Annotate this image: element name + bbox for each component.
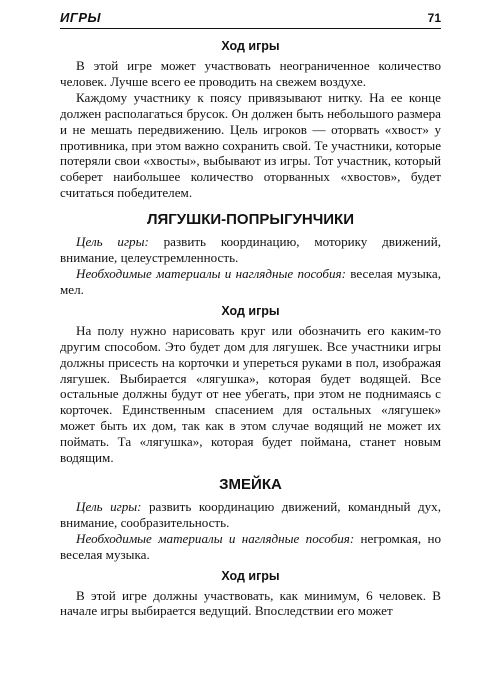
goal-label: Цель игры:: [76, 498, 142, 514]
section-title-frogs: ЛЯГУШКИ-ПОПРЫГУНЧИКИ: [147, 211, 354, 229]
materials-text: веселая музыка, мел.: [60, 265, 441, 297]
paragraph: На полу нужно нарисовать круг или обозначить его каким-то другим способом. Это будет дом для лягушек. Все участники игры должны присесть на корточки и упереться руками в пол, изображая лягушек. Выбирается «лягушка», которая будет водящей. Все остальные должны будут от нее убегать, при этом не поднимаясь с корточек. Единственным спасением для остальных «лягушек» может быть их дом, так как в этом случае водящий не может их поймать. Та «лягушка», которая будет поймана, станет новым водящим.: [60, 322, 441, 466]
subheading-game-process: Ход игры: [221, 568, 280, 583]
subheading-game-process: Ход игры: [221, 39, 280, 53]
game-goal: [60, 499, 441, 531]
materials-label: Необходимые материалы и наглядные пособия:: [76, 530, 355, 546]
goal-label: Цель игры:: [76, 234, 149, 250]
materials-label: Необходимые материалы и наглядные пособия:: [76, 265, 346, 281]
subheading-game-process: Ход игры: [221, 303, 280, 318]
paragraph: В этой игре может участвовать неограниченное количество человек. Лучше всего ее проводить на свежем воздухе.: [60, 58, 441, 89]
paragraph: В этой игре должны участвовать, как минимум, 6 человек. В начале игры выбирается ведущий. Впоследствии его может: [60, 587, 441, 619]
paragraph: Каждому участнику к поясу привязывают нитку. На ее конце должен располагаться брусок. Он должен быть небольшого размера и не мешать передвижению. Цель игроков — оторвать «хвост» у противника, при этом важно сохранить свой. Те участники, которые потеряли свои «хвосты», выбывают из игры. Тот участник, который соберет наибольшее количество оторванных «хвостов», будет считаться победителем.: [60, 89, 441, 201]
materials-text: негромкая, но веселая музыка.: [60, 530, 441, 562]
game-goal: [60, 234, 441, 266]
goal-text: развить координацию, моторику движений, внимание, целеустремленность.: [60, 234, 441, 266]
section-title-snake: ЗМЕЙКА: [219, 475, 282, 493]
running-title: ИГРЫ: [60, 10, 101, 25]
page-number: 71: [427, 11, 441, 25]
goal-text: развить координацию движений, командный дух, внимание, сообразительность.: [60, 498, 441, 530]
running-header: [60, 10, 441, 29]
game-materials: [60, 531, 441, 563]
game-materials: [60, 266, 441, 298]
